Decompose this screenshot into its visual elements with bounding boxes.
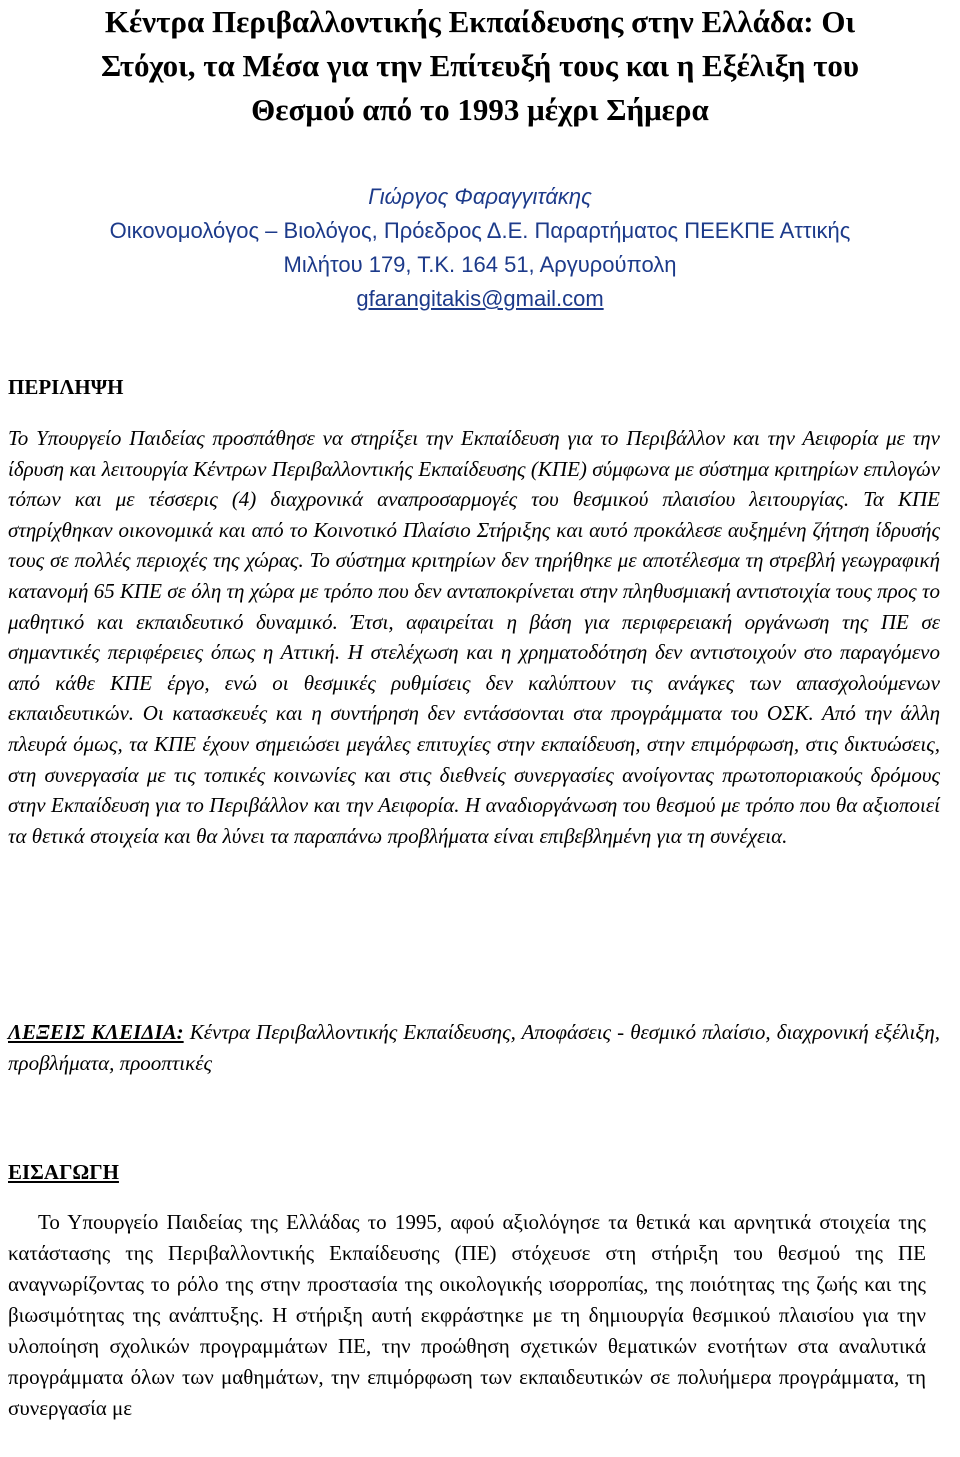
paper-title (8, 0, 952, 132)
author-block (0, 180, 960, 316)
keywords-paragraph (8, 1017, 940, 1079)
title-line-1: Κέντρα Περιβαλλοντικής Εκπαίδευσης στην Ελλάδα: Οι (104, 4, 856, 39)
title-line-3: Θεσμού από το 1993 μέχρι Σήμερα (251, 92, 709, 127)
introduction-text: Το Υπουργείο Παιδείας της Ελλάδας το 1995, αφού αξιολόγησε τα θετικά και αρνητικά στοιχεία της κατάστασης της Περιβαλλοντικής Εκπαίδευσης (ΠΕ) στόχευσε στη στήριξη του θεσμού της ΠΕ αναγνωρίζοντας το ρόλο της στην προστασία της οικολογικής ισορροπίας, της ποιότητας της ζωής και της βιωσιμότητας της ανάπτυξης. Η στήριξη αυτή εκφράστηκε με τη δημιουργία θεσμικού πλαισίου για την υλοποίηση σχολικών προγραμμάτων ΠΕ, την προώθηση σχετικών θεματικών ενοτήτων στα αναλυτικά προγράμματα όλων των μαθημάτων, την επιμόρφωση των εκπαιδευτικών σε πολυήμερα προγράμματα, τη συνεργασία με (8, 1210, 926, 1420)
author-name: Γιώργος Φαραγγιτάκης (368, 184, 592, 209)
abstract-text: Το Υπουργείο Παιδείας προσπάθησε να στηρίξει την Εκπαίδευση για το Περιβάλλον και την Αειφορία με την ίδρυση και λειτουργία Κέντρων Περιβαλλοντικής Εκπαίδευσης (ΚΠΕ) σύμφωνα με σύστημα κριτηρίων επιλογών τόπων και με τέσσερις (4) διαχρονικά αναπροσαρμογές του θεσμικού πλαισίου λειτουργίας. Τα ΚΠΕ στηρίχθηκαν οικονομικά και από το Κοινοτικό Πλαίσιο Στήριξης και αυτό προκάλεσε αυξημένη ζήτηση ίδρυσής τους σε πολλές περιοχές της χώρας. Το σύστημα κριτηρίων δεν τηρήθηκε με αποτέλεσμα τη στρεβλή γεωγραφική κατανομή 65 ΚΠΕ σε όλη τη χώρα με τρόπο που δεν ανταποκρίνεται στην πληθυσμιακή αντιστοιχία τους προς το μαθητικό και εκπαιδευτικό δυναμικό. Έτσι, αφαιρείται η βάση για περιφερειακή οργάνωση της ΠΕ σε σημαντικές περιφέρειες όπως η Αττική. Η στελέχωση και η χρηματοδότηση δεν αντιστοιχούν στο παραγόμενο από κάθε ΚΠΕ έργο, ενώ οι θεσμικές ρυθμίσεις δεν καλύπτουν τις ανάγκες των απασχολούμενων εκπαιδευτικών. Οι κατασκευές και η συντήρηση δεν εντάσσονται στα προγράμματα του ΟΣΚ. Από την άλλη πλευρά όμως, τα ΚΠΕ έχουν σημειώσει μεγάλες επιτυχίες στην εκπαίδευση, στην επιμόρφωση, στις δικτυώσεις, στη συνεργασία με τις τοπικές κοινωνίες και στις διεθνείς συνεργασίες ανοίγοντας πρωτοποριακούς δρόμους στην Εκπαίδευση για το Περιβάλλον και την Αειφορία. Η αναδιοργάνωση του θεσμού με τρόπο που θα αξιοποιεί τα θετικά στοιχεία και θα λύνει τα παραπάνω προβλήματα είναι επιβεβλημένη για τη συνέχεια. (8, 426, 940, 848)
author-email-link[interactable]: gfarangitakis@gmail.com (356, 286, 604, 311)
introduction-heading: ΕΙΣΑΓΩΓΗ (8, 1160, 119, 1184)
author-affiliation: Οικονομολόγος – Βιολόγος, Πρόεδρος Δ.Ε. Παραρτήματος ΠΕΕΚΠΕ Αττικής (109, 218, 851, 243)
keywords-text: Κέντρα Περιβαλλοντικής Εκπαίδευσης, Αποφάσεις - θεσμικό πλαίσιο, διαχρονική εξέλιξη, προβλήματα, προοπτικές (8, 1020, 940, 1075)
keywords-label: ΛΕΞΕΙΣ ΚΛΕΙΔΙΑ: (8, 1020, 184, 1044)
author-address: Μιλήτου 179, Τ.Κ. 164 51, Αργυρούπολη (283, 252, 677, 277)
author-email-line (0, 282, 960, 316)
title-line-2: Στόχοι, τα Μέσα για την Επίτευξή τους και η Εξέλιξη του (100, 48, 860, 83)
abstract-heading: ΠΕΡΙΛΗΨΗ (8, 375, 124, 399)
